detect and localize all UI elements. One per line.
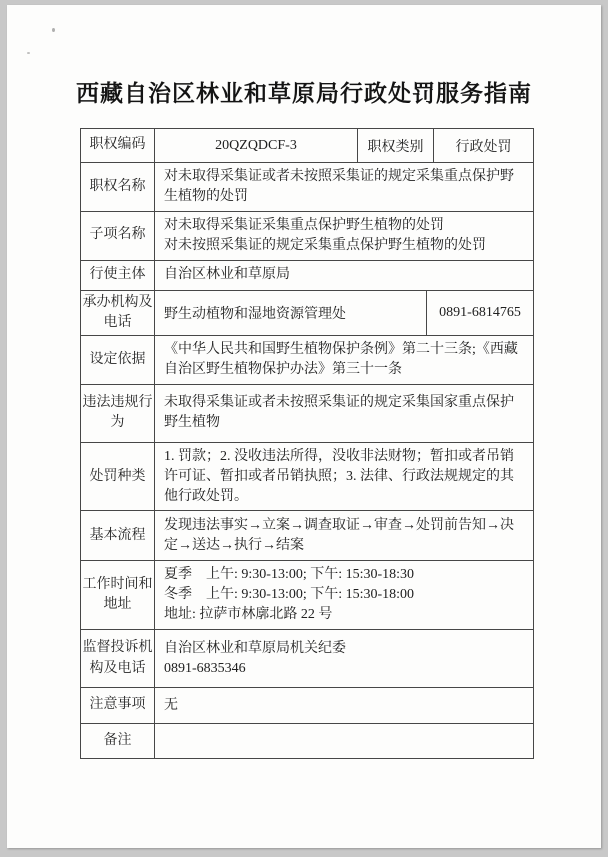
scan-speck [52,28,55,32]
cell-text: 0891-6835346 [164,660,246,676]
service-guide-table [80,128,534,759]
row-label: 监督投诉机构及电话 [81,630,155,687]
row-label: 行使主体 [81,261,155,290]
authority-category-label: 职权类别 [357,129,433,162]
row-label: 职权编码 [81,129,155,162]
cell-text: 《中华人民共和国野生植物保护条例》第二十三条;《西藏自治区野生植物保护办法》第三十一条 [164,342,518,377]
document-page [7,5,601,848]
table-row-basic-process [81,511,533,561]
cell-text: 对未按照采集证的规定采集重点保护野生植物的处罚 [164,237,486,253]
cell-text: 冬季 上午: 9:30-13:00; 下午: 15:30-18:00 [164,587,415,603]
row-label: 工作时间和地址 [81,561,155,629]
row-label: 子项名称 [81,212,155,260]
table-row-handling-agency [81,291,533,337]
table-row-authority-code [81,129,533,163]
cell-text: 对未取得采集证或者未按照采集证的规定采集重点保护野生植物的处罚 [164,169,514,204]
cell-text: 发现违法事实→立案→调查取证→审查→处罚前告知→决定→送达→执行→结案 [164,518,514,553]
row-label: 基本流程 [81,511,155,560]
table-row-exercising-body [81,261,533,291]
row-label: 承办机构及电话 [81,291,155,336]
row-label: 备注 [81,724,155,758]
cell-text: 自治区林业和草原局 [164,267,290,283]
table-row-subitem-name [81,212,533,261]
remarks-empty-cell [155,724,533,758]
table-row-hours-address [81,561,533,630]
row-label: 违法违规行为 [81,385,155,442]
cell-text: 自治区林业和草原局机关纪委 [164,640,346,656]
row-label: 注意事项 [81,688,155,723]
row-label: 处罚种类 [81,443,155,511]
scan-speck [27,52,30,54]
page-title: 西藏自治区林业和草原局行政处罚服务指南 [76,81,532,106]
cell-text: 无 [164,697,178,713]
cell-text: 1. 罚款；2. 没收违法所得，没收非法财物；暂扣或者吊销许可证、暂扣或者吊销执照；3. 法律、行政法规规定的其他行政处罚。 [164,448,514,504]
cell-text: 未取得采集证或者未按照采集证的规定采集国家重点保护野生植物 [164,395,514,431]
table-row-penalty-types [81,443,533,512]
agency-name: 野生动植物和湿地资源管理处 [164,306,346,322]
table-row-notes [81,688,533,724]
cell-text: 地址: 拉萨市林廓北路 22 号 [164,607,333,623]
table-row-violation [81,385,533,443]
row-label: 职权名称 [81,163,155,211]
authority-category-value: 行政处罚 [433,129,533,162]
authority-code-value: 20QZQDCF-3 [215,137,297,153]
agency-phone: 0891-6814765 [426,291,533,336]
table-row-legal-basis [81,336,533,385]
table-row-remarks [81,724,533,758]
cell-text: 对未取得采集证采集重点保护野生植物的处罚 [164,217,444,233]
table-row-authority-name [81,163,533,212]
cell-text: 夏季 上午: 9:30-13:00; 下午: 15:30-18:30 [164,567,415,583]
row-label: 设定依据 [81,336,155,384]
table-row-supervision-complaint [81,630,533,688]
